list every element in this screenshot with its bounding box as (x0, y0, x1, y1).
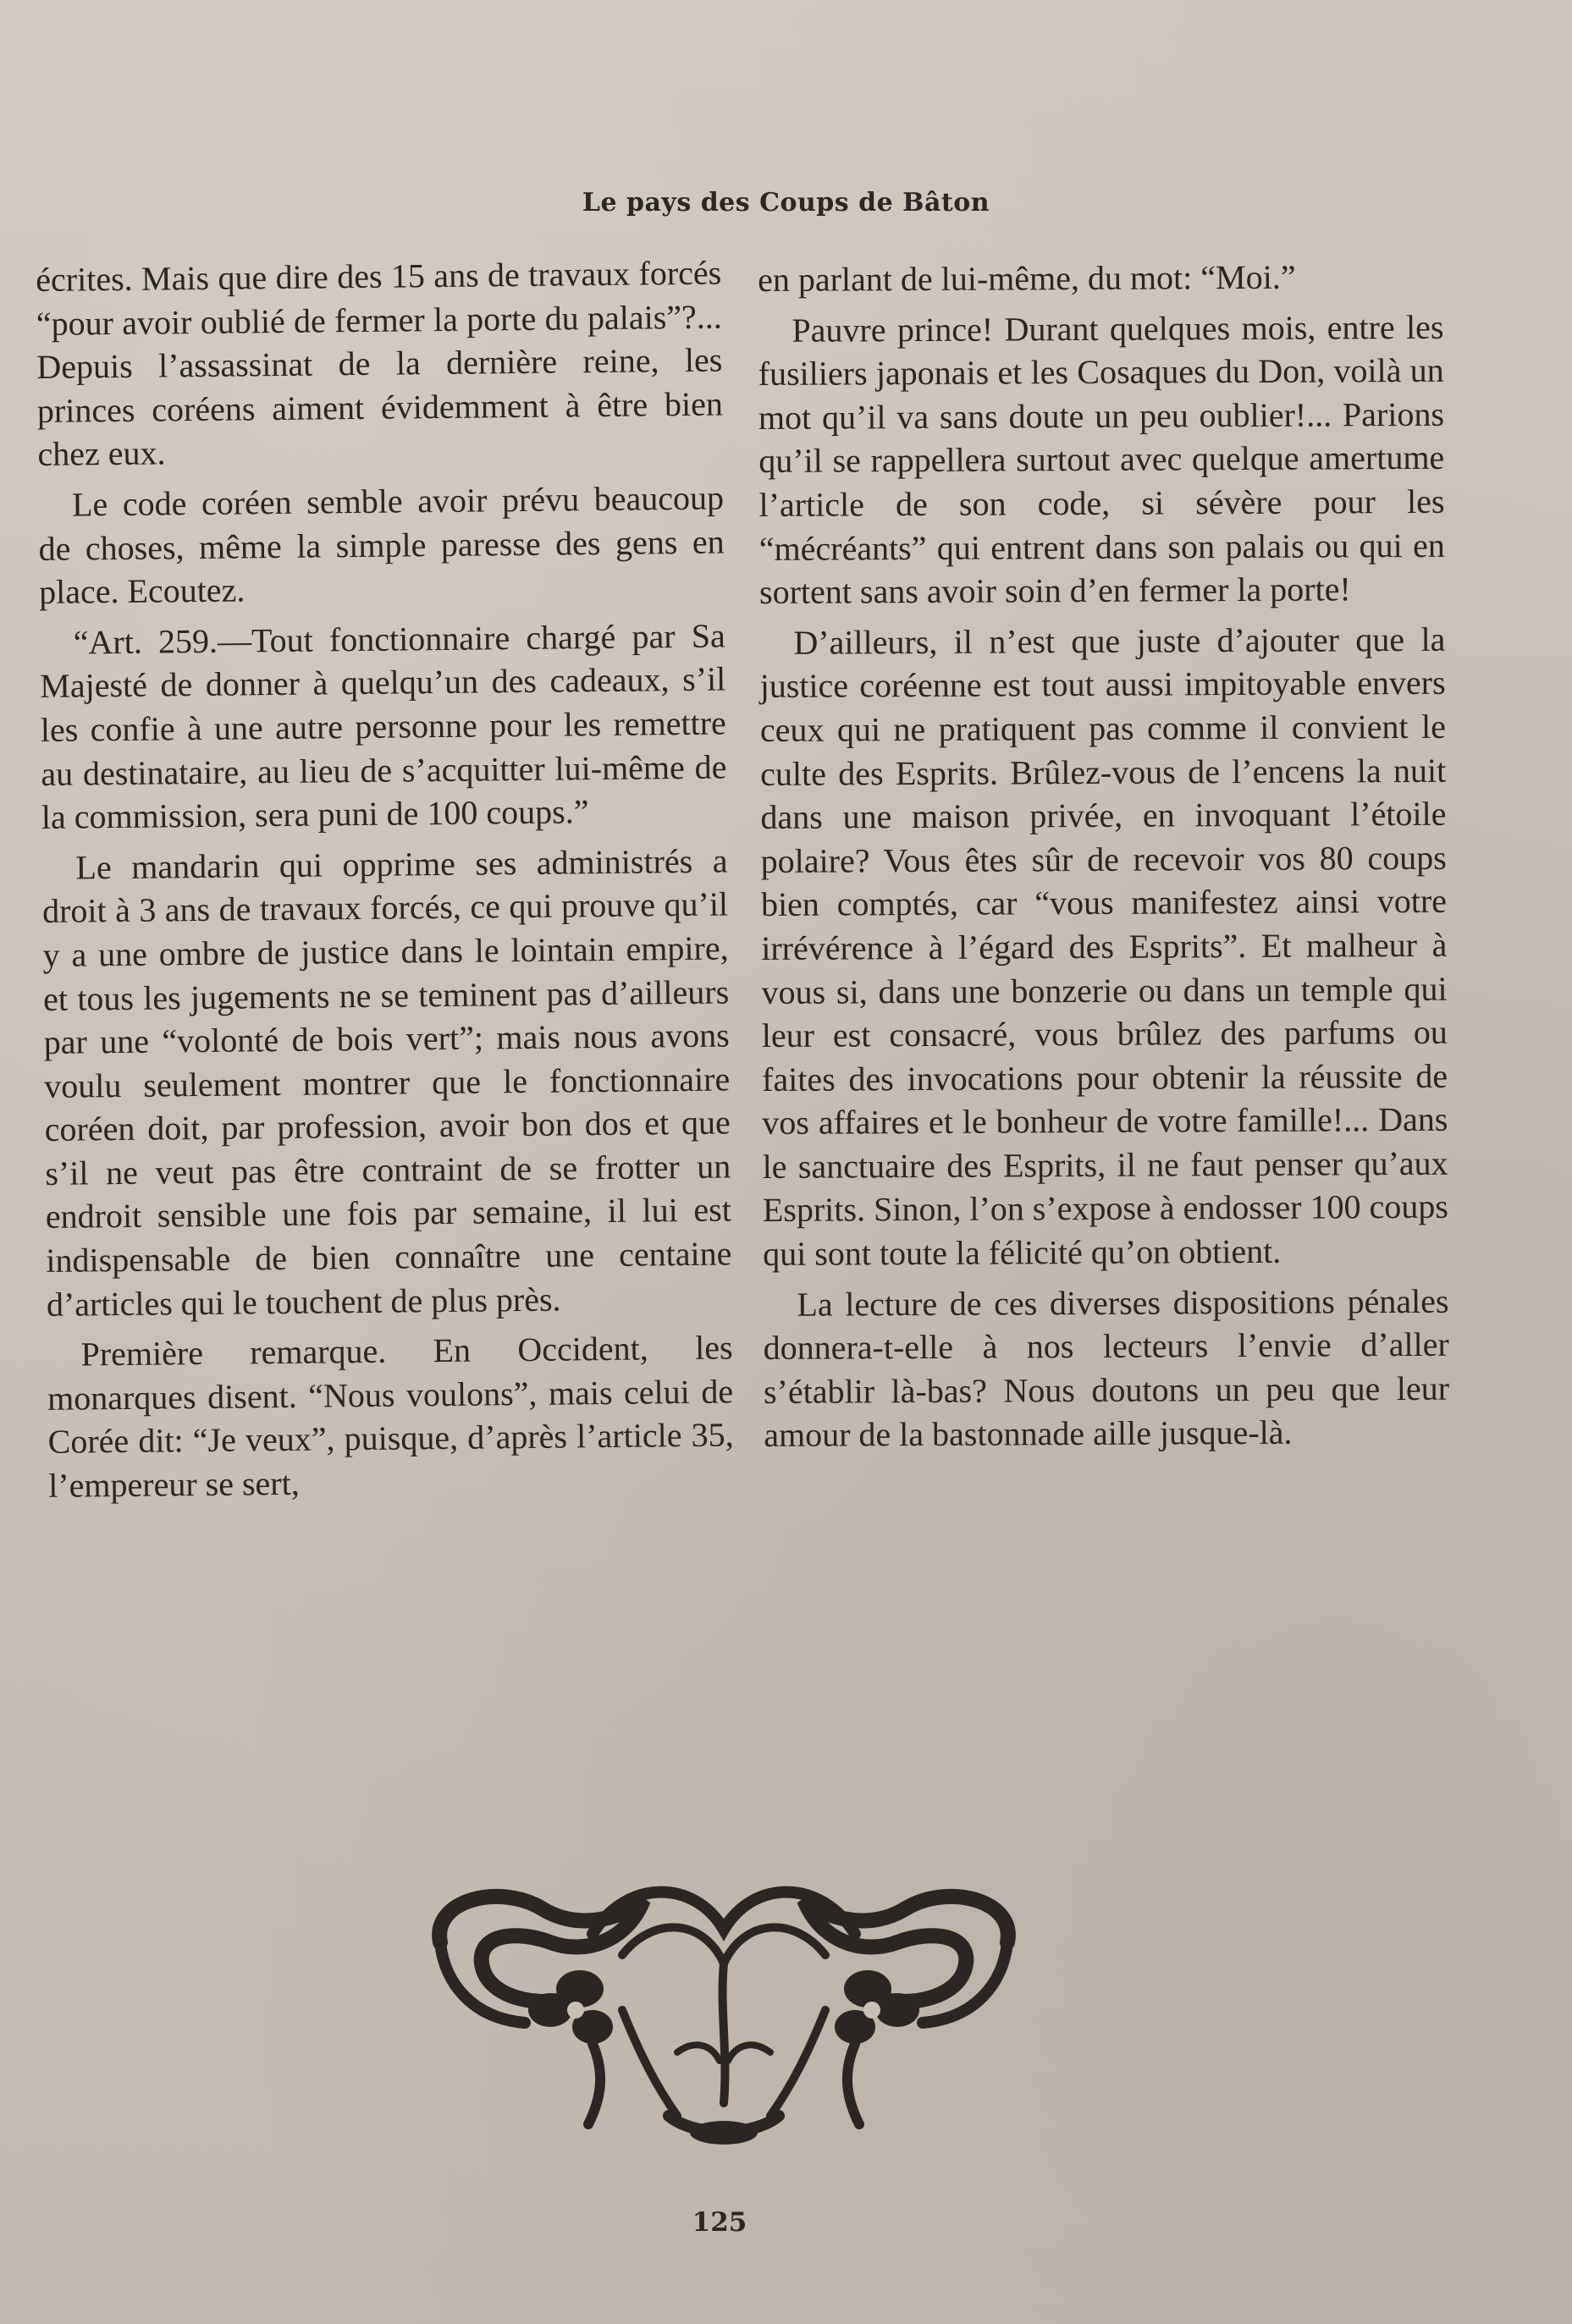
right-paragraph-4: La lecture de ces diverses dispositions pénales donnera-t-elle à nos lecteurs l’envie d’aller s’établir là-bas? Nous doutons un peu que leur amour de la bastonnade aille jusque-là. (763, 1281, 1450, 1455)
right-paragraph-3: D’ailleurs, il n’est que juste d’ajouter que la justice coréenne est tout aussi impitoyable envers ceux qui ne pratiquent pas comme il convient le culte des Esprits. Brûlez-vous de l’encens la nuit dans une maison privée, en invoquant l’étoile polaire? Vous êtes sûr de recevoir vos 80 coups bien comptés, car “vous manifestez ainsi votre irrévérence à l’égard des Esprits”. Et malheur à vous si, dans une bonzerie ou dans un temple qui leur est consacré, vous brûlez des parfums ou faites des invocations pour obtenir la réussite de vos affaires et le bonheur de votre famille!... Dans le sanctuaire des Esprits, il ne faut penser qu’aux Esprits. Sinon, l’on s’expose à endosser 100 coups qui sont toute la félicité qu’on obtient. (759, 620, 1448, 1274)
left-paragraph-2: Le code coréen semble avoir prévu beaucoup de choses, même la simple paresse des gens en place. Ecoutez. (38, 478, 725, 612)
right-paragraph-2: Pauvre prince! Durant quelques mois, entre les fusiliers japonais et les Cosaques du Don, voilà un mot qu’il va sans doute un peu oublier!... Parions qu’il se rappellera surtout avec quelque amertume l’article de son code, si sévère pour les “mécréants” qui entrent dans son palais ou qui en sortent sans avoir soin d’en fermer la porte! (758, 307, 1445, 612)
left-paragraph-4: Le mandarin qui opprime ses administrés a droit à 3 ans de travaux forcés, ce qui prouve qu’il y a une ombre de justice dans le lointain empire, et tous les jugements ne se teminent pas d’ailleurs par une “volonté de bois vert”; mais nous avons voulu seulement montrer que le fonctionnaire coréen doit, par profession, avoir bon dos et que s’il ne veut pas être contraint de se frotter un endroit sensible une fois par semaine, il lui est indispensable de bien connaître une centaine d’articles qui le touchent de plus près. (41, 841, 732, 1324)
left-paragraph-1: écrites. Mais que dire des 15 ans de travaux forcés “pour avoir oublié de fermer la porte du palais”?... Depuis l’assassinat de la dernière reine, les princes coréens aiment évidemment à être bien chez eux. (36, 253, 724, 474)
left-column (36, 251, 735, 1515)
right-column (758, 255, 1449, 1464)
running-title: Le pays des Coups de Bâton (582, 188, 990, 218)
left-paragraph-3: “Art. 259.—Tout fonctionnaire chargé par Sa Majesté de donner à quelqu’un des cadeaux, s’il les confie à une autre personne pour les remettre au destinataire, au lieu de s’acquitter lui-même de la commission, sera puni de 100 coups.” (40, 616, 727, 837)
left-paragraph-5: Première remarque. En Occident, les monarques disent. “Nous voulons”, mais celui de Corée dit: “Je veux”, puisque, d’après l’article 35, l’empereur se sert, (47, 1328, 734, 1505)
floral-ornament-icon (423, 1883, 1024, 2154)
right-paragraph-1: en parlant de lui-même, du mot: “Moi.” (758, 257, 1296, 299)
page-number: 125 (692, 2207, 747, 2238)
